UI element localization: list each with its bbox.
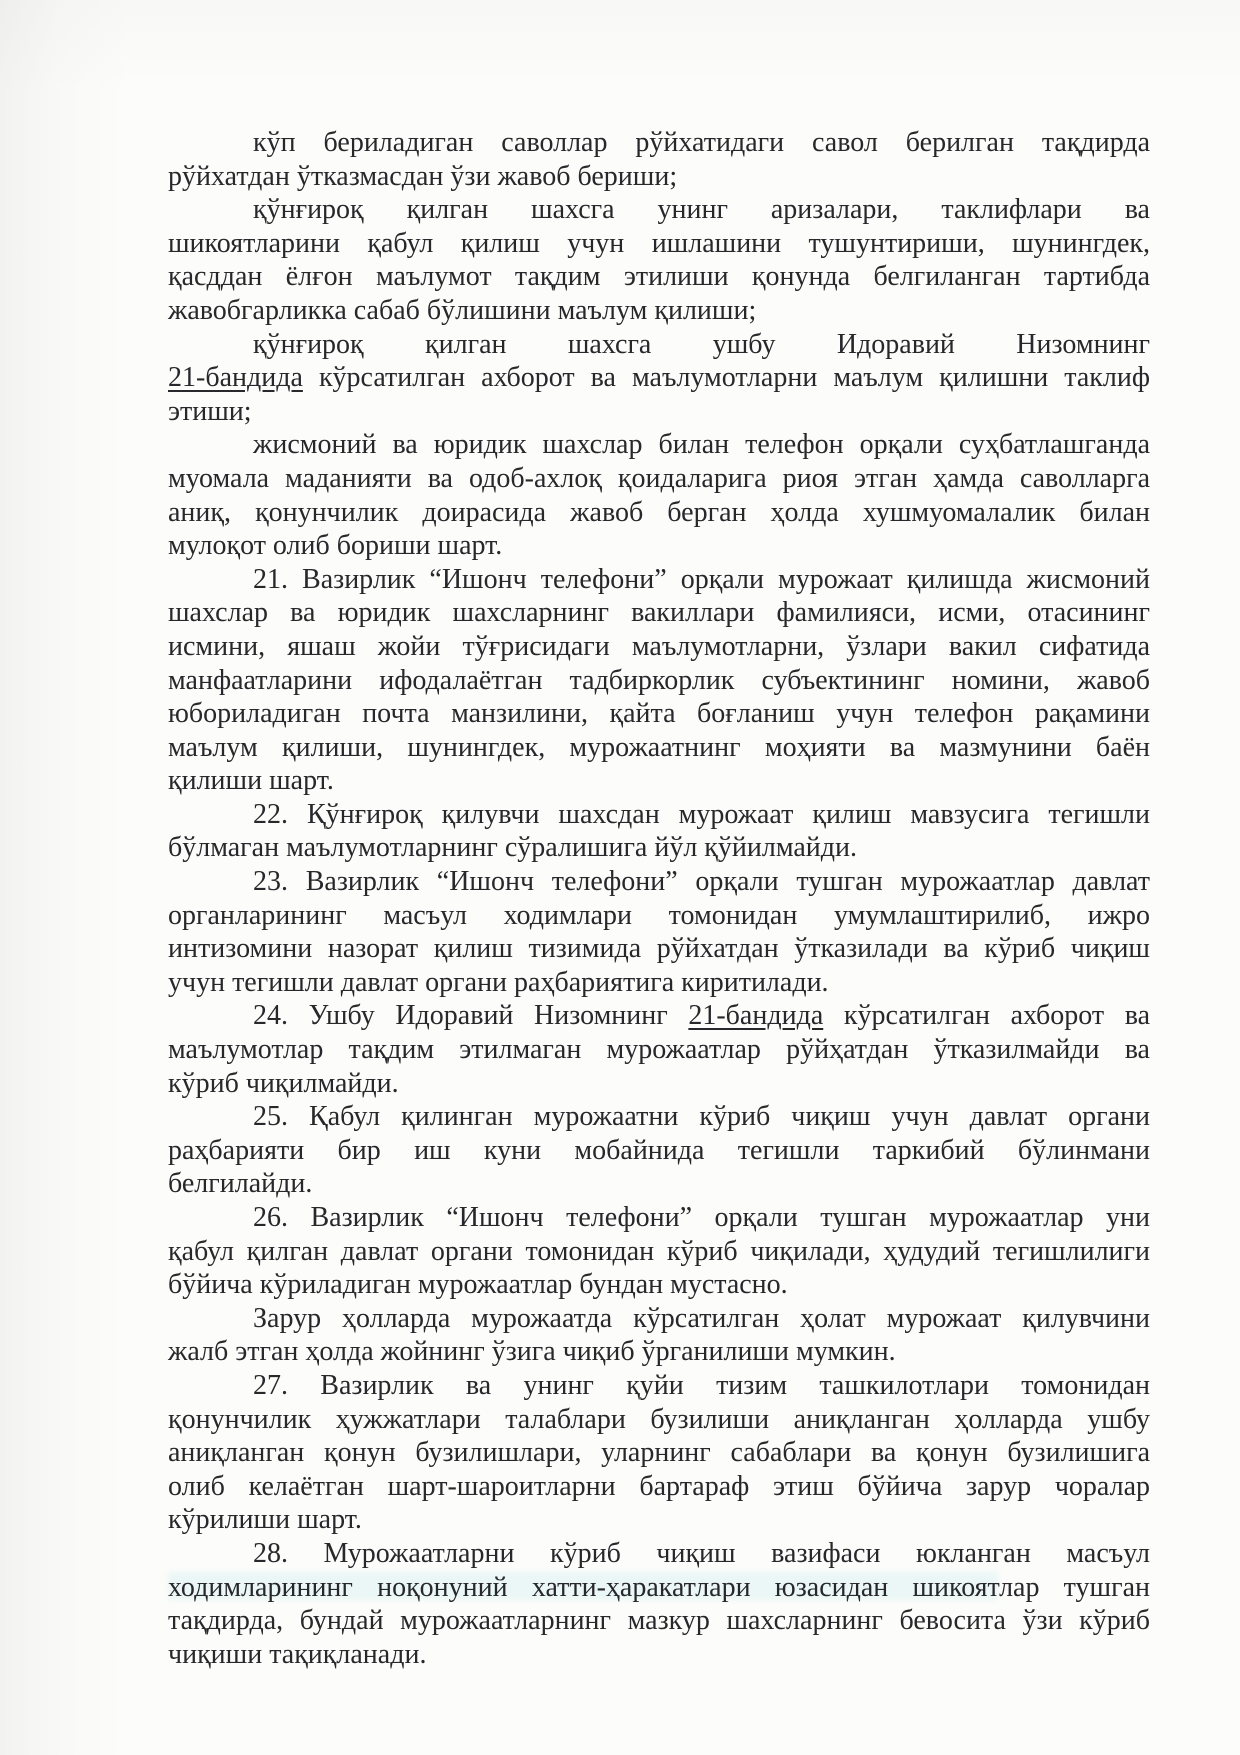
text-line-p1-l2 — [168, 160, 1150, 194]
text-line-p9-l2 — [168, 1134, 1150, 1168]
text-line-p7-l2 — [168, 899, 1150, 933]
text-line-p6-l1 — [168, 798, 1150, 832]
text-line-p12-l3 — [168, 1436, 1150, 1470]
text-segment: қўнғироқ қилган шахсга унинг аризалари, таклифлари ва — [253, 194, 1150, 226]
text-line-p4-l1 — [168, 428, 1150, 462]
text-segment: жисмоний ва юридик шахслар билан телефон орқали суҳбатлашганда — [253, 429, 1150, 461]
text-segment: қилиши шарт. — [168, 765, 334, 797]
text-segment: жавобгарликка сабаб бўлишини маълум қилиши; — [168, 294, 757, 326]
text-line-p10-l2 — [168, 1235, 1150, 1269]
text-line-p12-l1 — [168, 1369, 1150, 1403]
text-segment: мулоқот олиб бориши шарт. — [168, 530, 503, 562]
text-line-p13-l2 — [168, 1571, 1150, 1605]
text-line-p10-l3 — [168, 1268, 1150, 1302]
text-segment: бўйича кўриладиган мурожаатлар бундан мустасно. — [168, 1269, 788, 1301]
text-line-p2-l1 — [168, 193, 1150, 227]
text-line-p8-l3 — [168, 1067, 1150, 1101]
text-segment: чиқиши тақиқланади. — [168, 1638, 427, 1670]
text-line-p7-l3 — [168, 932, 1150, 966]
text-line-p3-l2 — [168, 361, 1150, 395]
text-segment: кўп бериладиган саволлар рўйхатидаги савол берилган тақдирда — [253, 127, 1150, 158]
text-line-p7-l1 — [168, 865, 1150, 899]
text-segment: олиб келаётган шарт-шароитларни бартараф этиш бўйича зарур чоралар — [168, 1470, 1150, 1502]
text-line-p9-l1 — [168, 1100, 1150, 1134]
text-segment: маълум қилиши, шунингдек, мурожаатнинг моҳияти ва мазмунини баён — [168, 731, 1150, 763]
text-line-p4-l4 — [168, 529, 1150, 563]
text-segment: учун тегишли давлат органи раҳбариятига киритилади. — [168, 966, 829, 998]
text-line-p5-l1 — [168, 563, 1150, 597]
text-segment: кўрсатилган ахборот ва маълумотларни маълум қилишни таклиф — [302, 362, 1150, 394]
text-segment: ходимларининг ноқонуний хатти-ҳаракатлари юзасидан шикоятлар тушган — [168, 1571, 1150, 1603]
text-line-p11-l1 — [168, 1302, 1150, 1336]
text-segment: органларининг масъул ходимлари томонидан умумлаштирилиб, ижро — [168, 899, 1150, 931]
text-segment: кўрилиши шарт. — [168, 1504, 362, 1536]
text-segment: 24. Ушбу Идоравий Низомнинг — [253, 1000, 689, 1032]
text-line-p5-l2 — [168, 596, 1150, 630]
text-segment: қонунчилик ҳужжатлари талаблари бузилиши аниқланган ҳолларда ушбу — [168, 1403, 1150, 1435]
text-segment: шикоятларини қабул қилиш учун ишлашини тушунтириши, шунингдек, — [168, 227, 1150, 259]
text-line-p9-l3 — [168, 1167, 1150, 1201]
text-segment: исмини, яшаш жойи тўғрисидаги маълумотларни, ўзлари вакил сифатида — [168, 630, 1150, 662]
text-line-p8-l1 — [168, 999, 1150, 1033]
text-line-p11-l2 — [168, 1335, 1150, 1369]
text-segment: аниқланган қонун бузилишлари, уларнинг сабаблари ва қонун бузилишига — [168, 1437, 1150, 1469]
text-segment: 26. Вазирлик “Ишонч телефони” орқали тушган мурожаатлар уни — [253, 1202, 1150, 1233]
text-line-p5-l6 — [168, 731, 1150, 765]
text-segment: юбориладиган почта манзилини, қайта боғланиш учун телефон рақамини — [168, 698, 1150, 730]
text-line-p13-l3 — [168, 1604, 1150, 1638]
text-line-p2-l2 — [168, 227, 1150, 261]
text-line-p7-l4 — [168, 966, 1150, 1000]
text-line-p3-l3 — [168, 395, 1150, 429]
text-segment: шахслар ва юридик шахсларнинг вакиллари фамилияси, исми, отасининг — [168, 597, 1150, 629]
text-line-p13-l4 — [168, 1638, 1150, 1672]
text-segment: муомала маданияти ва одоб-ахлоқ қоидаларига риоя этган ҳамда саволларга — [168, 462, 1150, 494]
text-line-p8-l2 — [168, 1033, 1150, 1067]
text-line-p12-l5 — [168, 1503, 1150, 1537]
text-segment: маълумотлар тақдим этилмаган мурожаатлар рўйҳатдан ўтказилмайди ва — [168, 1034, 1150, 1066]
text-segment: аниқ, қонунчилик доирасида жавоб берган ҳолда хушмуомалалик билан — [168, 496, 1150, 528]
text-segment: қўнғироқ қилган шахсга ушбу Идоравий Низомнинг — [253, 328, 1150, 360]
text-line-p6-l2 — [168, 831, 1150, 865]
text-segment: кўрсатилган ахборот ва — [823, 1000, 1150, 1032]
text-segment: қасддан ёлғон маълумот тақдим этилиши қонунда белгиланган тартибда — [168, 261, 1150, 293]
text-segment: қабул қилган давлат органи томонидан кўриб чиқилади, ҳудудий тегишлилиги — [168, 1235, 1150, 1267]
text-segment: манфаатларини ифодалаётган тадбиркорлик субъектининг номини, жавоб — [168, 664, 1150, 696]
text-segment: 23. Вазирлик “Ишонч телефони” орқали тушган мурожаатлар давлат — [253, 866, 1150, 898]
document-text — [168, 126, 1150, 1671]
text-segment: этиши; — [168, 395, 252, 427]
text-line-p4-l2 — [168, 462, 1150, 496]
text-line-p3-l1 — [168, 328, 1150, 362]
text-segment: белгилайди. — [168, 1168, 313, 1200]
text-line-p1-l1 — [168, 126, 1150, 160]
underlined-clause-reference: 21-бандида — [168, 362, 303, 394]
text-segment: 21. Вазирлик “Ишонч телефони” орқали мурожаат қилишда жисмоний — [253, 563, 1150, 595]
text-segment: 28. Мурожаатларни кўриб чиқиш вазифаси юкланган масъул — [253, 1537, 1150, 1569]
text-line-p2-l3 — [168, 260, 1150, 294]
text-segment: бўлмаган маълумотларнинг сўралишига йўл қўйилмайди. — [168, 832, 858, 864]
text-segment: 22. Қўнғироқ қилувчи шахсдан мурожаат қилиш мавзусига тегишли — [253, 798, 1150, 830]
text-line-p2-l4 — [168, 294, 1150, 328]
text-segment: 25. Қабул қилинган мурожаатни кўриб чиқиш учун давлат органи — [253, 1101, 1150, 1133]
scan-edge-shading — [0, 0, 130, 1755]
text-segment: раҳбарияти бир иш куни мобайнида тегишли таркибий бўлинмани — [168, 1134, 1150, 1166]
text-line-p10-l1 — [168, 1201, 1150, 1235]
text-segment: рўйхатдан ўтказмасдан ўзи жавоб бериши; — [168, 160, 678, 192]
text-segment: тақдирда, бундай мурожаатларнинг мазкур шахсларнинг бевосита ўзи кўриб — [168, 1605, 1150, 1637]
text-segment: интизомини назорат қилиш тизимида рўйхатдан ўтказилади ва кўриб чиқиш — [168, 933, 1150, 965]
text-line-p4-l3 — [168, 496, 1150, 530]
text-line-p12-l2 — [168, 1403, 1150, 1437]
text-segment: 27. Вазирлик ва унинг қуйи тизим ташкилотлари томонидан — [253, 1369, 1150, 1401]
underlined-clause-reference: 21-бандида — [688, 1000, 824, 1032]
text-line-p12-l4 — [168, 1470, 1150, 1504]
text-line-p5-l3 — [168, 630, 1150, 664]
scan-edge-shading-top — [0, 0, 1240, 90]
text-segment: жалб этган ҳолда жойнинг ўзига чиқиб ўрганилиши мумкин. — [168, 1336, 896, 1368]
text-segment: кўриб чиқилмайди. — [168, 1067, 399, 1099]
text-segment: Зарур ҳолларда мурожаатда кўрсатилган ҳолат мурожаат қилувчини — [253, 1302, 1150, 1334]
text-line-p13-l1 — [168, 1537, 1150, 1571]
text-line-p5-l5 — [168, 697, 1150, 731]
text-line-p5-l4 — [168, 664, 1150, 698]
text-line-p5-l7 — [168, 764, 1150, 798]
